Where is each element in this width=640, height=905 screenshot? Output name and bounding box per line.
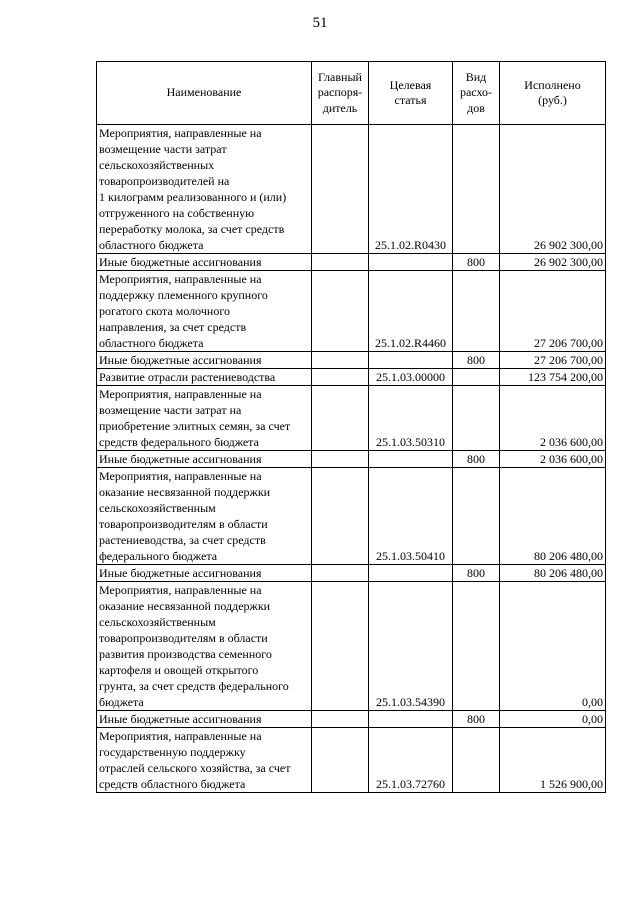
row-target-item: 25.1.03.54390 — [369, 582, 453, 711]
row-target-item — [369, 565, 453, 582]
row-main-manager — [312, 565, 369, 582]
table-row — [97, 582, 606, 711]
row-expense-type: 800 — [453, 451, 500, 468]
budget-table — [96, 61, 606, 793]
table-row — [97, 728, 606, 793]
row-executed-amount: 0,00 — [500, 582, 606, 711]
header-main-manager: Главный распоря- дитель — [312, 62, 369, 125]
row-expense-type — [453, 271, 500, 352]
row-executed-amount: 27 206 700,00 — [500, 271, 606, 352]
row-name: Мероприятия, направленные на возмещение части затрат сельскохозяйственных товаропроизводителей на 1 килограмм реализованного и (или) отгруженного на собственную переработку молока, за счет средств областного бюджета — [97, 125, 312, 254]
row-main-manager — [312, 125, 369, 254]
row-expense-type — [453, 386, 500, 451]
row-name: Мероприятия, направленные на государственную поддержку отраслей сельского хозяйства, за счет средств областного бюджета — [97, 728, 312, 793]
row-main-manager — [312, 468, 369, 565]
row-target-item — [369, 254, 453, 271]
row-target-item: 25.1.02.R4460 — [369, 271, 453, 352]
row-target-item: 25.1.03.50310 — [369, 386, 453, 451]
table-row — [97, 565, 606, 582]
row-name: Иные бюджетные ассигнования — [97, 352, 312, 369]
row-expense-type — [453, 582, 500, 711]
table-row — [97, 352, 606, 369]
header-target-item: Целевая статья — [369, 62, 453, 125]
row-expense-type: 800 — [453, 352, 500, 369]
header-name: Наименование — [97, 62, 312, 125]
row-main-manager — [312, 582, 369, 711]
row-name: Мероприятия, направленные на оказание несвязанной поддержки сельскохозяйственным товаропроизводителям в области растениеводства, за счет средств федерального бюджета — [97, 468, 312, 565]
table-row — [97, 711, 606, 728]
row-main-manager — [312, 728, 369, 793]
table-row — [97, 125, 606, 254]
row-main-manager — [312, 352, 369, 369]
row-expense-type — [453, 728, 500, 793]
table-row — [97, 254, 606, 271]
table-row — [97, 369, 606, 386]
row-name: Мероприятия, направленные на возмещение части затрат на приобретение элитных семян, за счет средств федерального бюджета — [97, 386, 312, 451]
header-executed-amount: Исполнено (руб.) — [500, 62, 606, 125]
row-name: Иные бюджетные ассигнования — [97, 451, 312, 468]
row-name: Иные бюджетные ассигнования — [97, 565, 312, 582]
row-executed-amount: 26 902 300,00 — [500, 125, 606, 254]
row-target-item — [369, 352, 453, 369]
row-executed-amount: 2 036 600,00 — [500, 451, 606, 468]
row-executed-amount: 27 206 700,00 — [500, 352, 606, 369]
row-executed-amount: 1 526 900,00 — [500, 728, 606, 793]
row-executed-amount: 80 206 480,00 — [500, 565, 606, 582]
row-name: Иные бюджетные ассигнования — [97, 711, 312, 728]
row-executed-amount: 123 754 200,00 — [500, 369, 606, 386]
row-expense-type — [453, 468, 500, 565]
row-main-manager — [312, 386, 369, 451]
row-target-item: 25.1.03.00000 — [369, 369, 453, 386]
row-target-item — [369, 451, 453, 468]
row-target-item: 25.1.03.72760 — [369, 728, 453, 793]
row-expense-type: 800 — [453, 711, 500, 728]
row-expense-type: 800 — [453, 565, 500, 582]
row-target-item: 25.1.02.R0430 — [369, 125, 453, 254]
table-row — [97, 271, 606, 352]
row-executed-amount: 80 206 480,00 — [500, 468, 606, 565]
table-row — [97, 451, 606, 468]
row-target-item — [369, 711, 453, 728]
row-executed-amount: 0,00 — [500, 711, 606, 728]
table-header-row — [97, 62, 606, 125]
row-executed-amount: 2 036 600,00 — [500, 386, 606, 451]
row-name: Иные бюджетные ассигнования — [97, 254, 312, 271]
row-name: Мероприятия, направленные на поддержку племенного крупного рогатого скота молочного направления, за счет средств областного бюджета — [97, 271, 312, 352]
row-name: Развитие отрасли растениеводства — [97, 369, 312, 386]
row-main-manager — [312, 254, 369, 271]
row-expense-type — [453, 369, 500, 386]
row-executed-amount: 26 902 300,00 — [500, 254, 606, 271]
row-main-manager — [312, 711, 369, 728]
table-row — [97, 386, 606, 451]
row-main-manager — [312, 271, 369, 352]
row-expense-type: 800 — [453, 254, 500, 271]
table-row — [97, 468, 606, 565]
row-target-item: 25.1.03.50410 — [369, 468, 453, 565]
page-number: 51 — [312, 15, 328, 31]
row-main-manager — [312, 369, 369, 386]
row-expense-type — [453, 125, 500, 254]
row-name: Мероприятия, направленные на оказание несвязанной поддержки сельскохозяйственным товаропроизводителям в области развития производства семенного картофеля и овощей открытого грунта, за счет средств федерального бюджета — [97, 582, 312, 711]
header-expense-type: Вид расхо- дов — [453, 62, 500, 125]
row-main-manager — [312, 451, 369, 468]
